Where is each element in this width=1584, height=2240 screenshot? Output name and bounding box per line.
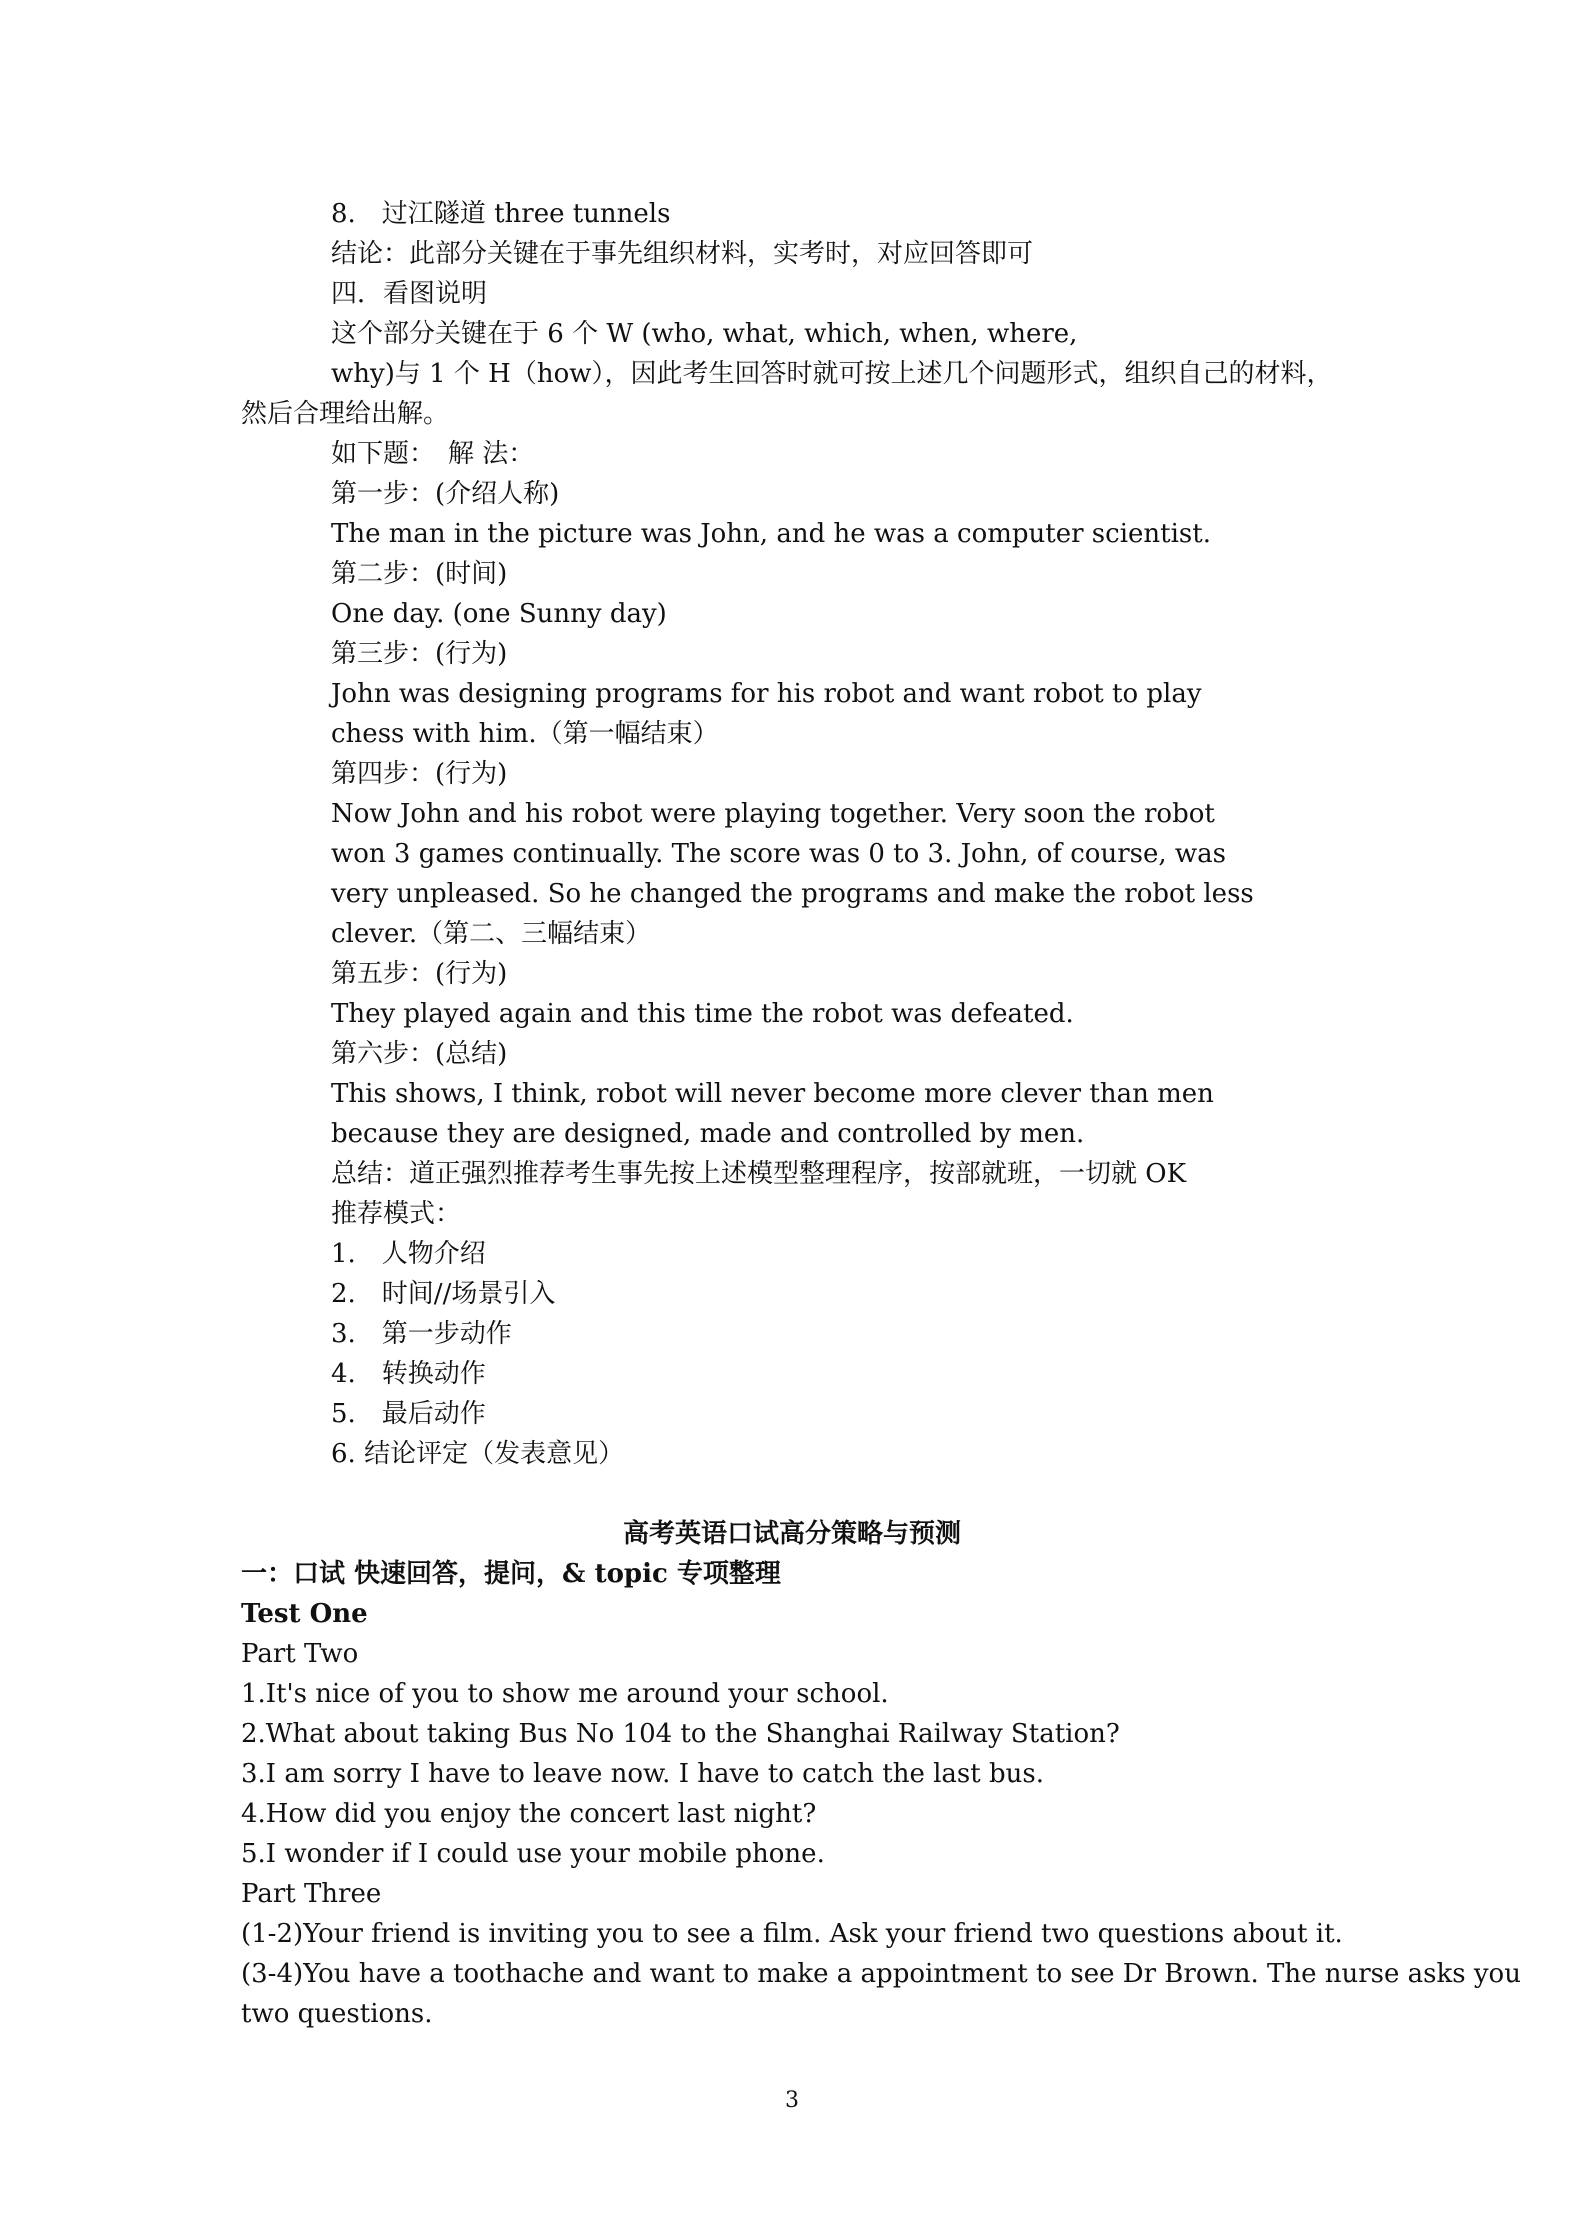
- step-6-text-2: because they are designed, made and controlled by men.: [331, 1119, 1085, 1149]
- step-4-label: 第四步：(行为): [331, 759, 508, 789]
- summary-line: 总结：道正强烈推荐考生事先按上述模型整理程序，按部就班，一切就 OK: [331, 1159, 1187, 1189]
- step-4-text-1: Now John and his robot were playing together. Very soon the robot: [331, 799, 1215, 829]
- mode-6: 6. 结论评定（发表意见）: [331, 1439, 625, 1469]
- conclusion-line: 结论：此部分关键在于事先组织材料，实考时，对应回答即可: [331, 239, 1034, 269]
- part-three-item-1: (1-2)Your friend is inviting you to see a film. Ask your friend two questions about it.: [241, 1919, 1343, 1949]
- example-intro: 如下题： 解 法：: [331, 439, 535, 469]
- page-number: 3: [785, 2088, 799, 2113]
- mode-4: 4. 转换动作: [331, 1359, 486, 1389]
- step-3-text-2: chess with him.（第一幅结束）: [331, 719, 719, 749]
- step-3-text-1: John was designing programs for his robot and want robot to play: [331, 679, 1202, 709]
- step-5-label: 第五步：(行为): [331, 959, 508, 989]
- step-2-text: One day. (one Sunny day): [331, 599, 667, 629]
- mode-5: 5. 最后动作: [331, 1399, 486, 1429]
- question-5: 5.I wonder if I could use your mobile phone.: [241, 1839, 825, 1869]
- question-4: 4.How did you enjoy the concert last night?: [241, 1799, 817, 1829]
- step-3-label: 第三步：(行为): [331, 639, 508, 669]
- test-one-heading: Test One: [241, 1599, 368, 1629]
- mode-2: 2. 时间//场景引入: [331, 1279, 556, 1309]
- mode-3: 3. 第一步动作: [331, 1319, 512, 1349]
- key-line-2: why)与 1 个 H（how），因此考生回答时就可按上述几个问题形式，组织自己的材料，: [331, 359, 1333, 389]
- step-1-text: The man in the picture was John, and he was a computer scientist.: [331, 519, 1211, 549]
- heading-four: 四．看图说明: [331, 279, 488, 309]
- step-4-text-2: won 3 games continually. The score was 0 to 3. John, of course, was: [331, 839, 1226, 869]
- step-6-label: 第六步：(总结): [331, 1039, 508, 1069]
- step-2-label: 第二步：(时间): [331, 559, 508, 589]
- mode-1: 1. 人物介绍: [331, 1239, 486, 1269]
- step-4-text-4: clever.（第二、三幅结束）: [331, 919, 652, 949]
- section-subtitle: 一：口试 快速回答，提问，& topic 专项整理: [241, 1559, 781, 1589]
- step-5-text: They played again and this time the robot was defeated.: [331, 999, 1074, 1029]
- question-2: 2.What about taking Bus No 104 to the Shanghai Railway Station?: [241, 1719, 1120, 1749]
- step-6-text-1: This shows, I think, robot will never become more clever than men: [331, 1079, 1214, 1109]
- question-1: 1.It's nice of you to show me around your school.: [241, 1679, 889, 1709]
- part-two-heading: Part Two: [241, 1639, 359, 1669]
- step-4-text-3: very unpleased. So he changed the programs and make the robot less: [331, 879, 1254, 909]
- section-title: 高考英语口试高分策略与预测: [622, 1519, 961, 1549]
- step-1-label: 第一步：(介绍人称): [331, 479, 560, 509]
- recommend-title: 推荐模式：: [331, 1199, 462, 1229]
- key-line-3: 然后合理给出解。: [241, 399, 450, 429]
- part-three-item-2a: (3-4)You have a toothache and want to make a appointment to see Dr Brown. The nurse asks you: [241, 1959, 1521, 1989]
- question-3: 3.I am sorry I have to leave now. I have to catch the last bus.: [241, 1759, 1044, 1789]
- part-three-item-2b: two questions.: [241, 1999, 433, 2029]
- key-line-1: 这个部分关键在于 6 个 W (who, what, which, when, where,: [331, 319, 1078, 349]
- part-three-heading: Part Three: [241, 1879, 382, 1909]
- item-8-line: 8. 过江隧道 three tunnels: [331, 199, 671, 229]
